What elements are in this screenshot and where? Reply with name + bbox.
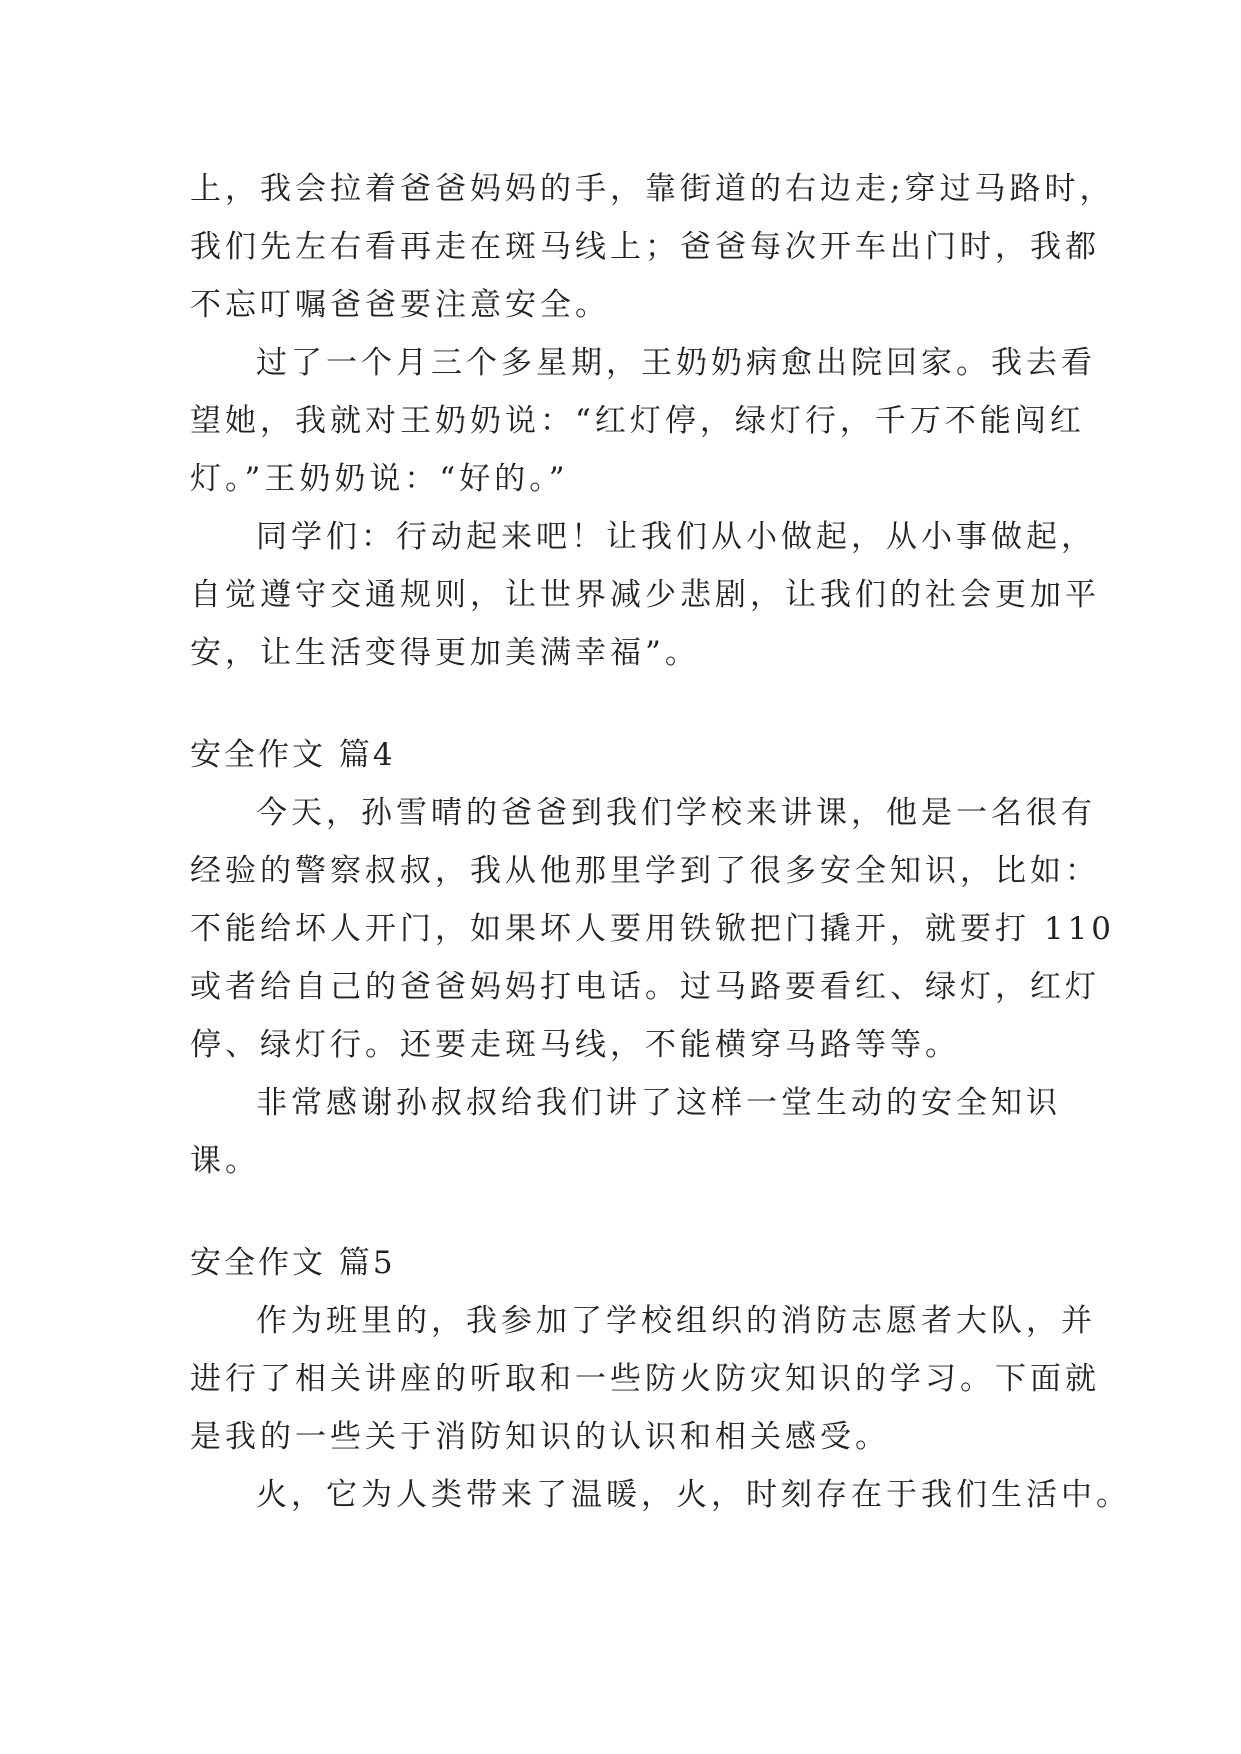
section-5: [190, 1234, 1131, 1524]
text-line: 是我的一些关于消防知识的认识和相关感受。: [190, 1419, 890, 1455]
paragraph-continuation: [190, 160, 1115, 334]
section-4-paragraph-2: [190, 1074, 1062, 1190]
text-line: 自觉遵守交通规则，让世界减少悲剧，让我们的社会更加平: [190, 577, 1100, 613]
section-heading: 安全作文 篇4: [190, 737, 396, 773]
text-line: 停、绿灯行。还要走斑马线，不能横穿马路等等。: [190, 1027, 960, 1063]
section-4-paragraph-1: [190, 784, 1116, 1074]
text-line: 进行了相关讲座的听取和一些防火防灾知识的学习。下面就: [190, 1361, 1100, 1397]
text-line: 上，我会拉着爸爸妈妈的手，靠街道的右边走;穿过马路时，: [190, 171, 1115, 207]
text-line: 经验的警察叔叔，我从他那里学到了很多安全知识，比如：: [190, 853, 1100, 889]
text-line: 今天，孙雪晴的爸爸到我们学校来讲课，他是一名很有: [256, 795, 1096, 831]
text-line: 我们先左右看再走在斑马线上；爸爸每次开车出门时，我都: [190, 229, 1100, 265]
text-line: 火，它为人类带来了温暖，火，时刻存在于我们生活中。: [256, 1477, 1131, 1513]
section-heading: 安全作文 篇5: [190, 1245, 396, 1281]
text-line: 同学们：行动起来吧！让我们从小做起，从小事做起，: [256, 519, 1096, 555]
section-5-paragraph-1: [190, 1292, 1100, 1466]
paragraph-call-to-action: [190, 508, 1100, 682]
section-spacer: [190, 682, 1062, 726]
text-line: 非常感谢孙叔叔给我们讲了这样一堂生动的安全知识: [256, 1085, 1061, 1121]
text-line: 望她，我就对王奶奶说：“红灯停，绿灯行，千万不能闯红: [190, 403, 1085, 439]
text-line: 安，让生活变得更加美满幸福”。: [190, 635, 700, 671]
section-4: [190, 726, 1116, 1190]
text-line: 不忘叮嘱爸爸要注意安全。: [190, 287, 610, 323]
text-line: 不能给坏人开门，如果坏人要用铁锨把门撬开，就要打 110: [190, 911, 1116, 947]
text-line: 课。: [190, 1143, 260, 1179]
text-line: 作为班里的，我参加了学校组织的消防志愿者大队，并: [256, 1303, 1096, 1339]
section-5-paragraph-2: [190, 1466, 1131, 1524]
section-spacer: [190, 1190, 1062, 1234]
text-line: 过了一个月三个多星期，王奶奶病愈出院回家。我去看: [256, 345, 1096, 381]
text-line: 灯。”王奶奶说：“好的。”: [190, 461, 569, 497]
text-line: 或者给自己的爸爸妈妈打电话。过马路要看红、绿灯，红灯: [190, 969, 1100, 1005]
paragraph-wang-grandma: [190, 334, 1096, 508]
document-body: [190, 160, 1131, 1524]
